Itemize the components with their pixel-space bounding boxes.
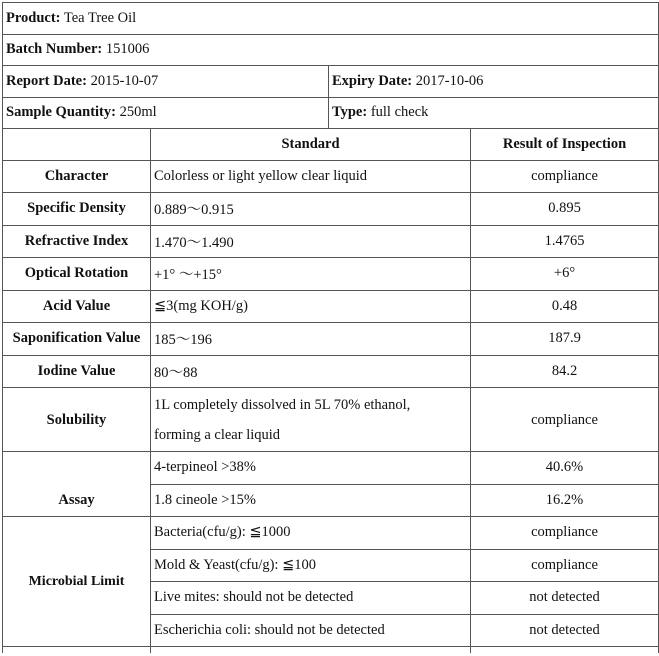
result-value: 1.4765 xyxy=(471,225,659,258)
report-date-value: 2015-10-07 xyxy=(90,72,159,89)
standard-value: Mold & Yeast(cfu/g): ≦100 xyxy=(151,549,471,582)
result-value: +6° xyxy=(471,258,659,291)
standard-value: Bacteria(cfu/g): ≦1000 xyxy=(151,517,471,550)
batch-value: 151006 xyxy=(105,41,150,58)
standard-value: Colorless or light yellow clear liquid xyxy=(151,160,471,193)
table-row xyxy=(3,225,659,258)
result-value: 84.2 xyxy=(471,355,659,388)
standard-line: forming a clear liquid xyxy=(154,426,281,443)
result-value: not detected xyxy=(471,582,659,615)
item-name: Refractive Index xyxy=(3,225,151,258)
result-value: compliance xyxy=(471,160,659,193)
product-value: Tea Tree Oil xyxy=(63,9,137,26)
item-name: Saponification Value xyxy=(3,323,151,356)
type-value: full check xyxy=(370,104,429,121)
table-row xyxy=(3,517,659,550)
item-name: Optical Rotation xyxy=(3,258,151,291)
standard-line: 1L completely dissolved in 5L 70% ethanol, xyxy=(154,396,411,413)
inspection-report-table xyxy=(2,2,659,653)
table-row xyxy=(3,160,659,193)
type-label: Type: xyxy=(332,104,368,121)
table-row xyxy=(3,388,659,452)
standard-column-header: Standard xyxy=(151,129,471,161)
standard-value: Live mites: should not be detected xyxy=(151,582,471,615)
standard-value xyxy=(151,388,471,452)
item-name: Microbial Limit xyxy=(3,517,151,647)
product-row xyxy=(3,3,659,35)
item-name: Acid Value xyxy=(3,290,151,323)
item-name: Character xyxy=(3,160,151,193)
dates-row xyxy=(3,66,659,98)
table-row xyxy=(3,452,659,485)
table-row xyxy=(3,258,659,291)
result-value: 187.9 xyxy=(471,323,659,356)
table-bottom-edge xyxy=(3,647,659,654)
standard-value: 0.889～0.915 xyxy=(151,193,471,226)
result-value: 40.6% xyxy=(471,452,659,485)
result-value: compliance xyxy=(471,388,659,452)
result-value: compliance xyxy=(471,517,659,550)
item-name: Iodine Value xyxy=(3,355,151,388)
column-header-row xyxy=(3,129,659,161)
product-label: Product: xyxy=(6,9,61,26)
table-row xyxy=(3,193,659,226)
standard-value: 1.470～1.490 xyxy=(151,225,471,258)
result-value: compliance xyxy=(471,549,659,582)
expiry-date-label: Expiry Date: xyxy=(332,72,413,89)
sample-row xyxy=(3,97,659,129)
sample-quantity-value: 250ml xyxy=(119,104,157,121)
table-row xyxy=(3,290,659,323)
table-row xyxy=(3,355,659,388)
standard-value: ≦3(mg KOH/g) xyxy=(151,290,471,323)
table-row xyxy=(3,323,659,356)
result-value: 0.48 xyxy=(471,290,659,323)
result-value: 0.895 xyxy=(471,193,659,226)
report-date-label: Report Date: xyxy=(6,72,87,89)
expiry-date-value: 2017-10-06 xyxy=(415,72,484,89)
standard-value: 185～196 xyxy=(151,323,471,356)
item-column-header xyxy=(3,129,151,161)
result-column-header: Result of Inspection xyxy=(471,129,659,161)
standard-value: Escherichia coli: should not be detected xyxy=(151,614,471,647)
sample-quantity-label: Sample Quantity: xyxy=(6,104,116,121)
standard-value: +1° ～+15° xyxy=(151,258,471,291)
batch-label: Batch Number: xyxy=(6,41,103,58)
standard-value: 4-terpineol >38% xyxy=(151,452,471,485)
batch-row xyxy=(3,34,659,66)
item-name: Assay xyxy=(3,452,151,517)
standard-value: 80～88 xyxy=(151,355,471,388)
result-value: 16.2% xyxy=(471,484,659,517)
item-name: Solubility xyxy=(3,388,151,452)
standard-value: 1.8 cineole >15% xyxy=(151,484,471,517)
item-name: Specific Density xyxy=(3,193,151,226)
result-value: not detected xyxy=(471,614,659,647)
